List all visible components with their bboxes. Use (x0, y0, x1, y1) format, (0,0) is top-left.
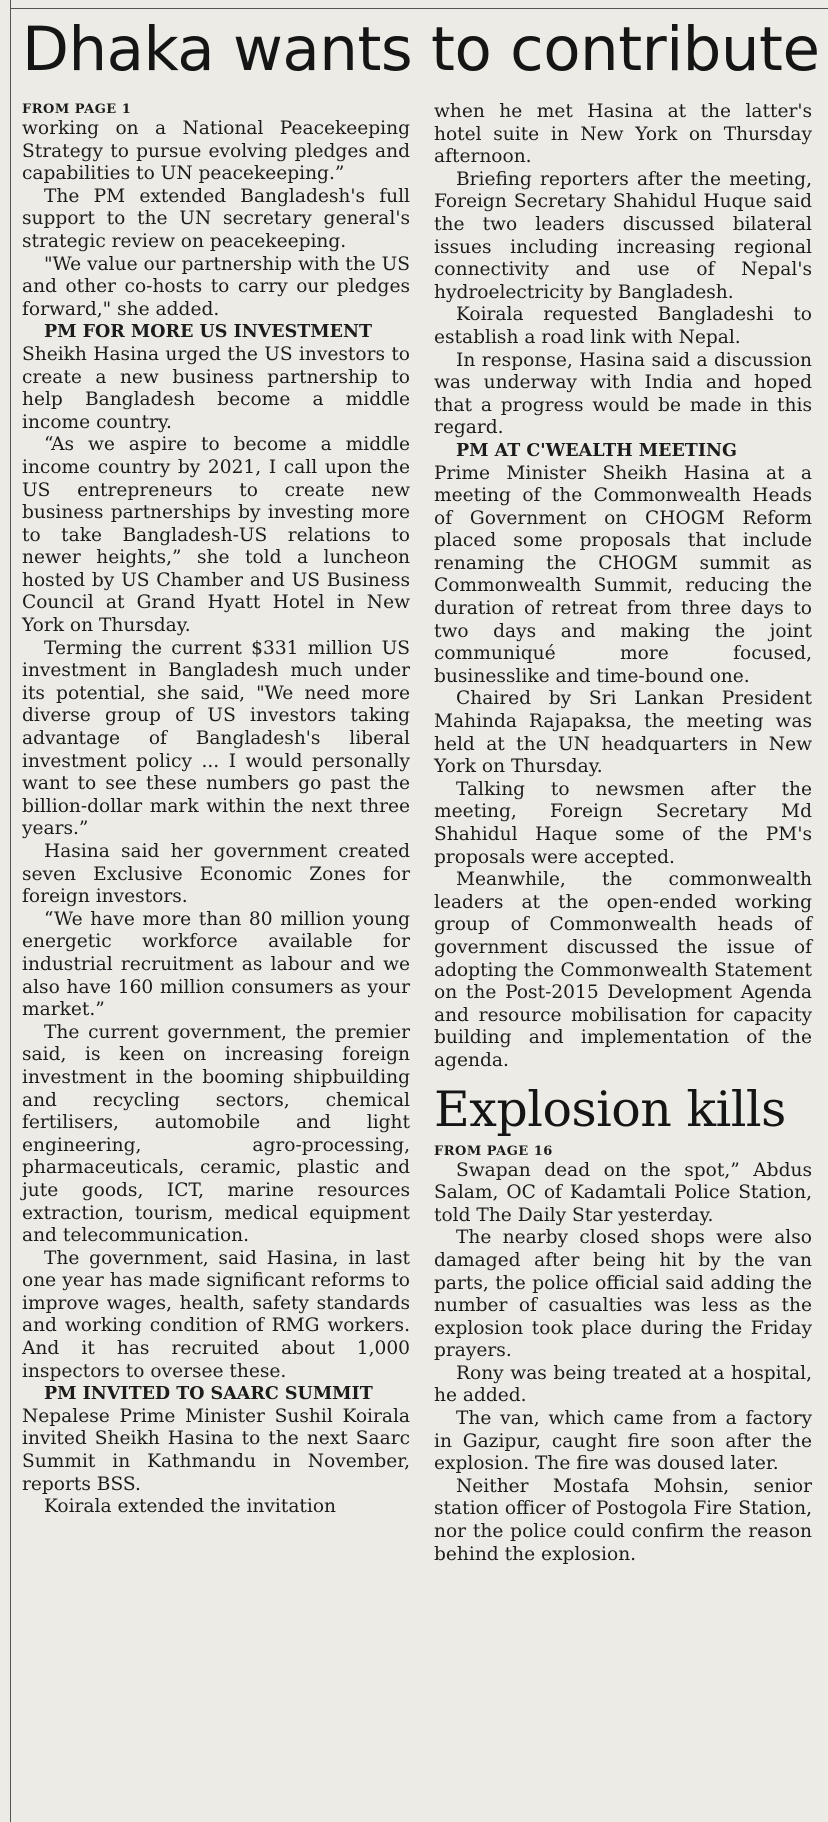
paragraph: Terming the current $331 million US investment in Bangladesh much under its potential, she said, "We need more diverse group of US investors taking advantage of Bangladesh's liberal investment policy ... I would personally want to see these numbers go past the billion-dollar mark within the next three years.” (22, 637, 410, 840)
paragraph: “As we aspire to become a middle income country by 2021, I call upon the US entrepreneurs to create new business partnerships by investing more to take Bangladesh-US relations to newer heights,” she told a luncheon hosted by US Chamber and US Business Council at Grand Hyatt Hotel in New York on Thursday. (22, 434, 410, 637)
paragraph: Koirala extended the invitation (44, 1496, 336, 1518)
paragraph: Meanwhile, the commonwealth leaders at the open-ended working group of Commonwealth heads of government discussed the issue of adopting the Commonwealth Statement on the Post-2015 Development Agenda and resource mobilisation for capacity building and implementation of the agenda. (434, 869, 812, 1071)
paragraph: when he met Hasina at the latter's hotel suite in New York on Thursday afternoon. (434, 101, 812, 168)
paragraph: working on a National Peacekeeping Strategy to pursue evolving pledges and capabilities to UN peacekeeping.” (22, 118, 410, 185)
from-page-label: FROM PAGE 16 (434, 1143, 553, 1159)
left-column (22, 101, 410, 1519)
paragraph: Hasina said her government created seven Exclusive Economic Zones for foreign investors. (22, 841, 410, 908)
subhead-cwealth-meeting: PM AT C'WEALTH MEETING (456, 440, 737, 461)
paragraph: The current government, the premier said, is keen on increasing foreign investment in the booming shipbuilding and recycling sectors, chemical fertilisers, automobile and light engineering, agro-processing, pharmaceuticals, ceramic, plastic and jute goods, ICT, marine resources extraction, tourism, medical equipment and telecommunication. (22, 1021, 410, 1247)
paragraph: Chaired by Sri Lankan President Mahinda Rajapaksa, the meeting was held at the UN headquarters in New York on Thursday. (434, 688, 812, 778)
paragraph: The government, said Hasina, in last one year has made significant reforms to improve wages, health, safety standards and working condition of RMG workers. And it has recruited about 1,000 inspectors to oversee these. (22, 1247, 410, 1382)
paragraph: The nearby closed shops were also damaged after being hit by the van parts, the police official said adding the number of casualties was less as the explosion took place during the Friday prayers. (434, 1227, 812, 1362)
column-rule (10, 0, 11, 1822)
headline: Dhaka wants to contribute (22, 14, 820, 85)
top-rule (10, 8, 828, 9)
paragraph: The PM extended Bangladesh's full support to the UN secretary general's strategic review on peacekeeping. (22, 185, 410, 252)
paragraph: “We have more than 80 million young energetic workforce available for industrial recruitment as labour and we also have 160 million consumers as your market.” (22, 908, 410, 1021)
paragraph: In response, Hasina said a discussion was underway with India and hoped that a progress would be made in this regard. (434, 349, 812, 439)
paragraph: Swapan dead on the spot,” Abdus Salam, OC of Kadamtali Police Station, told The Daily Star yesterday. (434, 1159, 812, 1226)
subhead-us-investment: PM FOR MORE US INVESTMENT (44, 322, 372, 343)
headline-explosion: Explosion kills (434, 1080, 786, 1138)
paragraph: Nepalese Prime Minister Sushil Koirala invited Sheikh Hasina to the next Saarc Summit in Kathmandu in November, reports BSS. (22, 1405, 410, 1495)
from-page-label: FROM PAGE 1 (22, 102, 132, 117)
paragraph: Talking to newsmen after the meeting, Foreign Secretary Md Shahidul Haque some of the PM's proposals were accepted. (434, 778, 812, 868)
paragraph: Koirala requested Bangladeshi to establish a road link with Nepal. (434, 304, 812, 348)
paragraph: Neither Mostafa Mohsin, senior station officer of Postogola Fire Station, nor the police could confirm the reason behind the explosion. (434, 1475, 812, 1565)
paragraph: Rony was being treated at a hospital, he added. (434, 1362, 812, 1407)
paragraph: "We value our partnership with the US and other co-hosts to carry our pledges forward," she added. (22, 253, 410, 320)
paragraph: Prime Minister Sheikh Hasina at a meeting of the Commonwealth Heads of Government on CHOGM Reform placed some proposals that include renaming the CHOGM summit as Commonwealth Summit, reducing the duration of retreat from three days to two days and making the joint communiqué more focused, businesslike and time-bound one. (434, 462, 812, 687)
right-column (434, 101, 812, 1566)
paragraph: Sheikh Hasina urged the US investors to create a new business partnership to help Bangladesh become a middle income country. (22, 343, 410, 433)
paragraph: Briefing reporters after the meeting, Foreign Secretary Shahidul Huque said the two leaders discussed bilateral issues including increasing regional connectivity and use of Nepal's hydroelectricity by Bangladesh. (434, 168, 812, 303)
subhead-saarc-summit: PM INVITED TO SAARC SUMMIT (44, 1384, 373, 1405)
paragraph: The van, which came from a factory in Gazipur, caught fire soon after the explosion. The fire was doused later. (434, 1408, 812, 1475)
